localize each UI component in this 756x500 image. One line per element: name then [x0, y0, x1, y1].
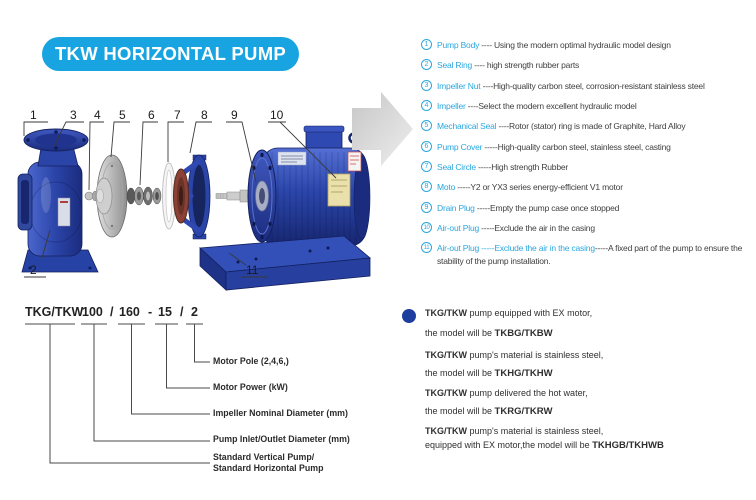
parts-list-item [420, 141, 756, 153]
note-text: pump delivered the hot water, [467, 388, 588, 398]
part-number-badge: 5 [421, 120, 432, 131]
label-motor-pole: Motor Pole (2,4,6,) [213, 356, 289, 366]
part-name: Air-out Plug [437, 223, 480, 233]
label-motor-power: Motor Power (kW) [213, 382, 288, 392]
part-number-label: 2 [30, 263, 37, 277]
part-desc: -----High strength Rubber [475, 162, 569, 172]
note-code: TKBG/TKBW [494, 328, 553, 339]
part-name: Moto [437, 182, 456, 192]
part-desc: ---- Using the modern optimal hydraulic model design [479, 40, 671, 50]
part-number-label: 6 [148, 108, 155, 122]
note-line [425, 388, 588, 399]
note-code: TKHGB/TKHWB [592, 440, 664, 451]
impeller [96, 155, 127, 237]
label-standard-line2: Standard Horizontal Pump [213, 463, 324, 473]
pump-exploded-diagram [10, 100, 400, 295]
parts-list-item [420, 100, 756, 112]
parts-list-item [420, 181, 756, 193]
note-prefix: TKG/TKW [425, 388, 467, 398]
note-line [425, 308, 592, 319]
parts-list-item [420, 120, 756, 132]
note-code: TKRG/TKRW [494, 406, 553, 417]
model-impeller: 160 [119, 305, 140, 319]
part-number-badge: 11 [421, 242, 432, 253]
part-desc: ----High-quality carbon steel, corrosion-resistant stainless steel [480, 81, 705, 91]
motor-label-white [278, 152, 306, 165]
note-text: equipped with EX motor,the model will be [425, 440, 593, 450]
part-number-label: 8 [201, 108, 208, 122]
part-number-badge: 7 [421, 161, 432, 172]
mechanical-seal-parts [127, 187, 161, 205]
title-ribbon [42, 37, 299, 71]
part-number-badge: 2 [421, 59, 432, 70]
note-line [425, 368, 553, 379]
part-name: Drain Plug [437, 203, 475, 213]
model-separator: / [110, 305, 114, 319]
model-separator: - [148, 305, 153, 319]
model-separator: / [180, 305, 184, 319]
part-desc-blue: -----Exclude the air in the casing [479, 243, 595, 253]
pump-body [18, 129, 98, 272]
pump-nameplate [58, 198, 70, 226]
note-prefix: TKG/TKW [425, 426, 467, 436]
part-number-label: 5 [119, 108, 126, 122]
part-desc: -----Exclude the air in the casing [479, 223, 595, 233]
part-number-badge: 1 [421, 39, 432, 50]
note-text: pump equipped with EX motor, [467, 308, 593, 318]
part-name: Impeller [437, 101, 466, 111]
note-text: the model will be [425, 328, 495, 338]
part-name: Mechanical Seal [437, 121, 497, 131]
note-text: pump's material is stainless steel, [467, 426, 604, 436]
label-standard-line1: Standard Vertical Pump/ [213, 452, 315, 462]
motor-nameplate [328, 174, 350, 206]
note-text: the model will be [425, 406, 495, 416]
part-desc: -----Empty the pump case once stopped [474, 203, 620, 213]
parts-list-item [420, 39, 756, 51]
part-name: Impeller Nut [437, 81, 481, 91]
model-inlet: 100 [82, 305, 103, 319]
note-prefix: TKG/TKW [425, 308, 467, 318]
model-prefix: TKG/TKW [25, 305, 84, 319]
part-number-label: 4 [94, 108, 101, 122]
part-number-label: 11 [246, 263, 259, 277]
page-title: TKW HORIZONTAL PUMP [54, 43, 287, 64]
part-name: Air-out Plug [437, 243, 480, 253]
part-number-label: 9 [231, 108, 238, 122]
parts-list-item [420, 59, 756, 71]
part-name: Seal Ring [437, 60, 473, 70]
part-number-badge: 9 [421, 202, 432, 213]
parts-list-item [420, 242, 756, 267]
part-desc: -----High-quality carbon steel, stainless steel, casting [482, 142, 671, 152]
parts-list-item [420, 202, 756, 214]
part-number-badge: 10 [421, 222, 432, 233]
label-standard-pump [213, 452, 323, 474]
part-number-label: 3 [70, 108, 77, 122]
model-power: 15 [158, 305, 172, 319]
part-number-badge: 8 [421, 181, 432, 192]
note-line [425, 328, 553, 339]
label-impeller-diameter: Impeller Nominal Diameter (mm) [213, 408, 348, 418]
part-desc: ---- high strength rubber parts [472, 60, 580, 70]
part-name: Pump Cover [437, 142, 483, 152]
note-text: the model will be [425, 368, 495, 378]
part-desc: -----A fixed part of the pump to ensure the stability of the pump installation. [437, 243, 743, 266]
note-text: pump's material is stainless steel, [467, 350, 604, 360]
impeller-nut [85, 191, 98, 201]
part-desc: ----Rotor (stator) ring is made of Graphite, Hard Alloy [496, 121, 686, 131]
part-name: Seal Circle [437, 162, 476, 172]
note-code: TKHG/TKHW [494, 368, 553, 379]
note-line [425, 426, 603, 437]
parts-list-item [420, 161, 756, 173]
part-number-badge: 6 [421, 141, 432, 152]
part-number-badge: 4 [421, 100, 432, 111]
base-plate [200, 236, 370, 290]
model-pole: 2 [191, 305, 198, 319]
note-line [425, 350, 603, 361]
part-number-label: 7 [174, 108, 181, 122]
part-desc: ----Select the modern excellent hydraulic model [465, 101, 637, 111]
arrow-right-icon [352, 92, 414, 166]
part-number-badge: 3 [421, 80, 432, 91]
label-inlet-outlet: Pump Inlet/Outlet Diameter (mm) [213, 434, 350, 444]
bullet-dot-icon [402, 309, 416, 323]
part-name: Pump Body [437, 40, 480, 50]
part-desc: -----Y2 or YX3 series energy-efficient V1 motor [455, 182, 623, 192]
parts-list [420, 34, 756, 276]
part-number-label: 1 [30, 108, 37, 122]
note-line [425, 406, 552, 417]
pump-cover [174, 155, 211, 239]
part-number-label: 10 [270, 108, 284, 122]
note-line [425, 440, 664, 451]
parts-list-item [420, 222, 756, 234]
note-prefix: TKG/TKW [425, 350, 467, 360]
parts-list-item [420, 80, 756, 92]
